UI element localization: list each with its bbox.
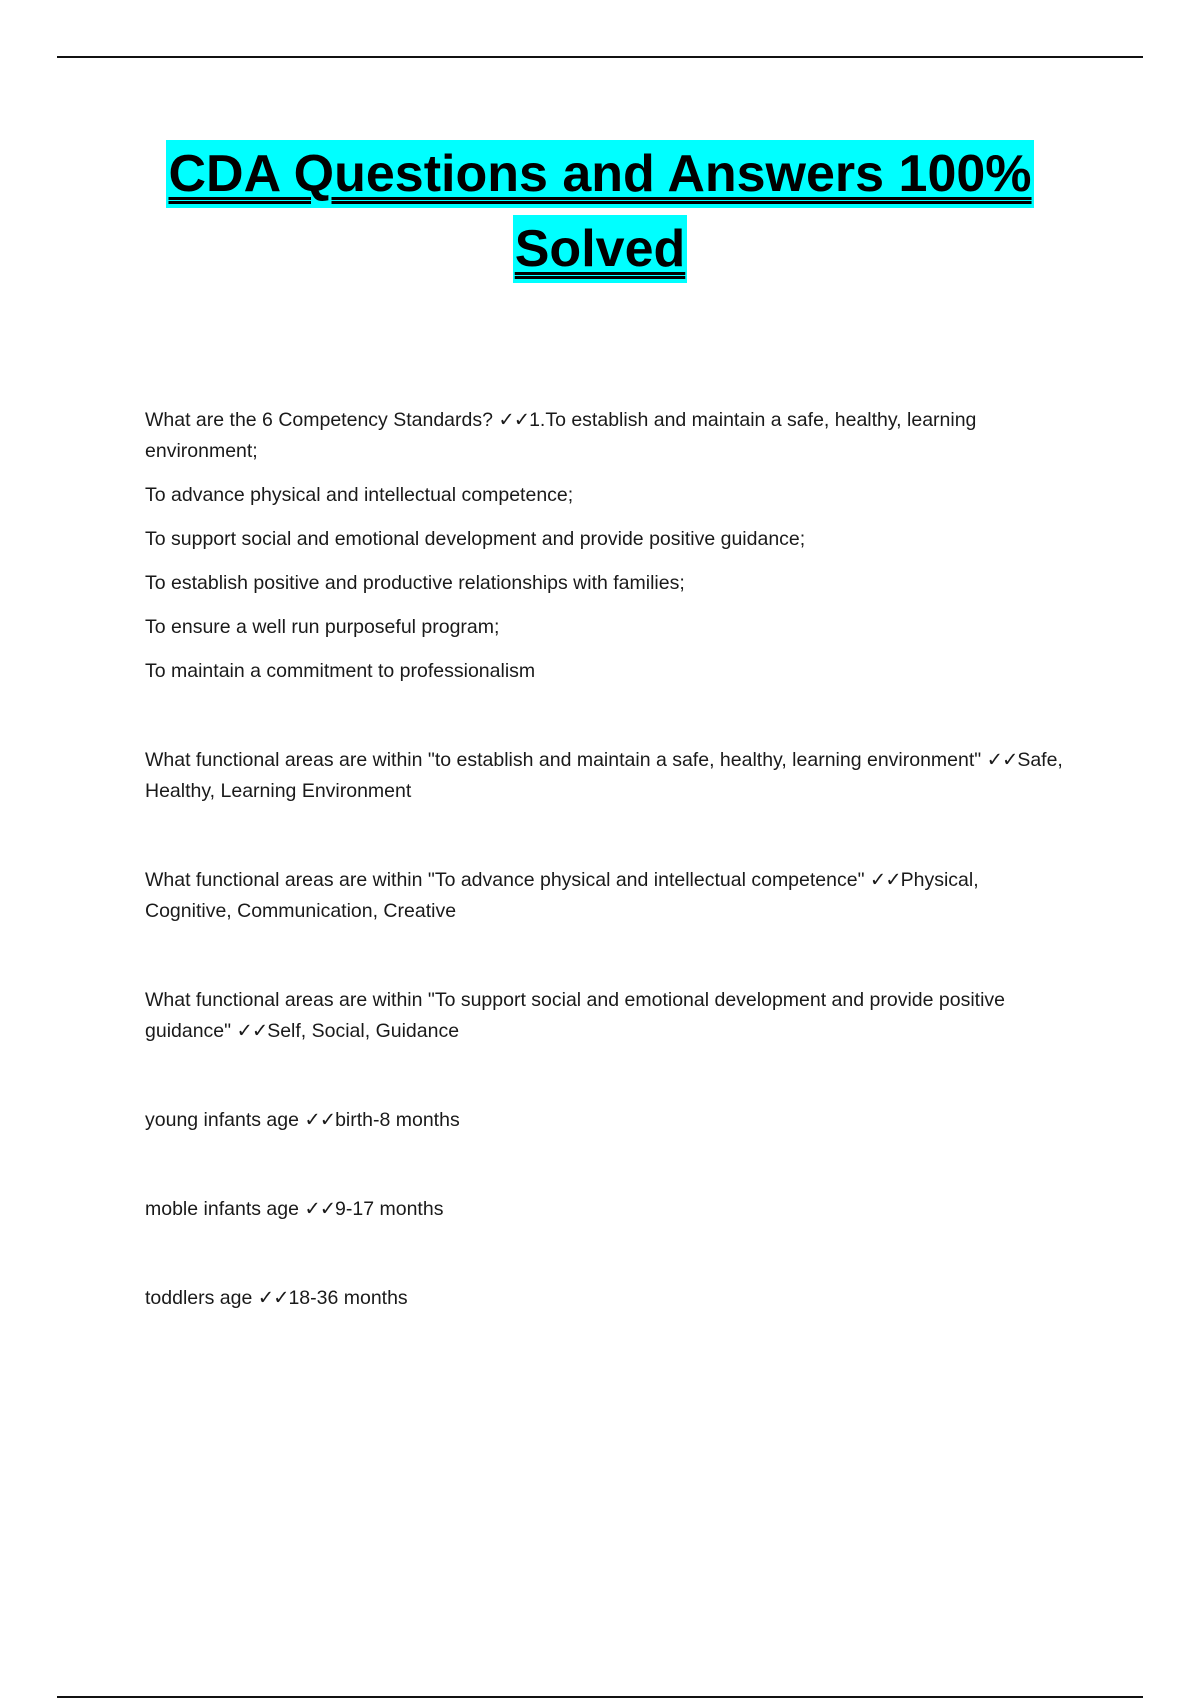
answer-text: birth-8 months [335, 1109, 460, 1131]
check-mark-icon: ✓✓ [257, 1287, 289, 1309]
qa-item-toddlers [145, 1283, 1065, 1314]
list-item: To ensure a well run purposeful program; [145, 616, 500, 638]
qa-item-young-infants [145, 1105, 1065, 1136]
check-mark-icon: ✓✓ [304, 1109, 336, 1131]
answer-text: 9-17 months [335, 1198, 444, 1220]
list-item: To establish positive and productive relationships with families; [145, 572, 685, 594]
qa-item-physical-intellectual [145, 865, 1065, 927]
document-body [145, 405, 1065, 1314]
check-mark-icon: ✓✓ [498, 409, 530, 431]
qa-item-safe-healthy [145, 745, 1065, 807]
answer-text: 1.To establish and maintain a safe, healthy, learning environment; [145, 409, 977, 462]
qa-item-mobile-infants [145, 1194, 1065, 1225]
title-line-2: Solved [513, 215, 688, 283]
list-item: To support social and emotional development and provide positive guidance; [145, 528, 806, 550]
check-mark-icon: ✓✓ [869, 869, 901, 891]
check-mark-icon: ✓✓ [986, 749, 1018, 771]
answer-text: Safe, Healthy, Learning Environment [145, 749, 1063, 802]
qa-item-competency-standards [145, 405, 1065, 467]
question-text: What are the 6 Competency Standards? [145, 409, 499, 431]
title-line-1: CDA Questions and Answers 100% [166, 140, 1033, 208]
bottom-rule [57, 1696, 1143, 1698]
answer-text: Self, Social, Guidance [267, 1020, 460, 1042]
question-text: What functional areas are within "to establish and maintain a safe, healthy, learning environment" [145, 749, 987, 771]
answer-text: 18-36 months [288, 1287, 408, 1309]
question-text: young infants age [145, 1109, 305, 1131]
list-item: To maintain a commitment to professionalism [145, 660, 536, 682]
top-rule [57, 56, 1143, 58]
check-mark-icon: ✓✓ [304, 1198, 336, 1220]
check-mark-icon: ✓✓ [236, 1020, 268, 1042]
question-text: What functional areas are within "To advance physical and intellectual competence" [145, 869, 870, 891]
question-text: toddlers age [145, 1287, 258, 1309]
qa-item-social-emotional [145, 985, 1065, 1047]
document-title [0, 140, 1200, 290]
answer-text: Physical, Cognitive, Communication, Creative [145, 869, 979, 922]
question-text: What functional areas are within "To support social and emotional development and provide positive guidance" [145, 989, 1005, 1042]
list-item: To advance physical and intellectual competence; [145, 484, 574, 506]
question-text: moble infants age [145, 1198, 305, 1220]
